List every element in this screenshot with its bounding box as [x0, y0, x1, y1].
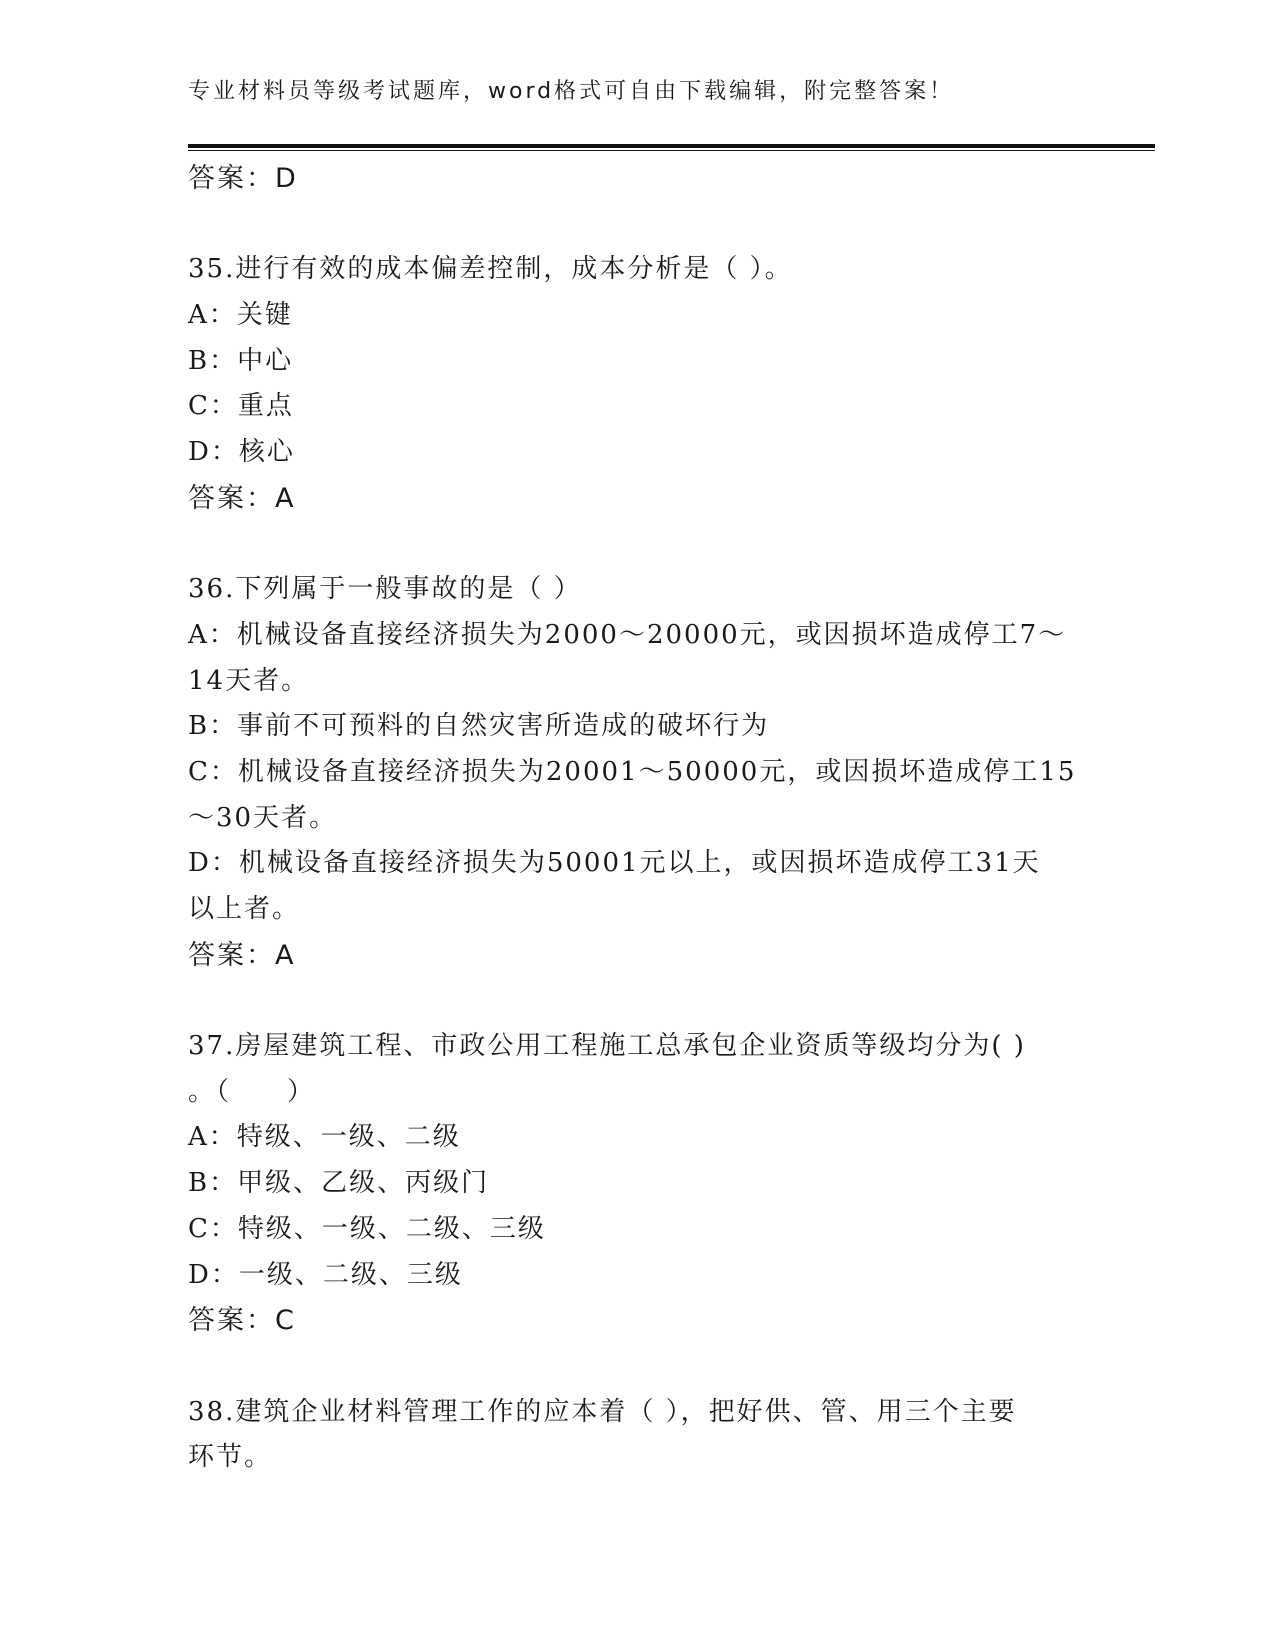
- question-block: [188, 1024, 1088, 1344]
- question-option: B：事前不可预料的自然灾害所造成的破坏行为: [188, 711, 770, 742]
- question-block: [188, 567, 1088, 978]
- question-stem: 35.进行有效的成本偏差控制，成本分析是（ ）。: [188, 254, 793, 285]
- question-option: A：关键: [188, 300, 293, 331]
- question-stem: 36.下列属于一般事故的是（ ）: [188, 574, 582, 605]
- question-option: D：机械设备直接经济损失为50001元以上，或因损坏造成停工31天: [188, 848, 1041, 879]
- question-option: C：机械设备直接经济损失为20001～50000元，或因损坏造成停工15: [188, 756, 1077, 787]
- question-option: D：一级、二级、三级: [188, 1259, 463, 1290]
- question-gap: [188, 1344, 1088, 1390]
- question-option: B：中心: [188, 345, 294, 376]
- question-list: [188, 156, 1088, 1481]
- question-option: B：甲级、乙级、丙级门: [188, 1168, 490, 1199]
- answer-label: 答案：C: [188, 1305, 296, 1337]
- question-block: [188, 247, 1088, 521]
- questions-container: [188, 202, 1088, 1481]
- question-block: [188, 1390, 1088, 1481]
- question-option: 以上者。: [188, 894, 301, 924]
- question-stem: 37.房屋建筑工程、市政公用工程施工总承包企业资质等级均分为( ): [188, 1031, 1026, 1062]
- question-option: C：重点: [188, 391, 294, 422]
- question-stem: 环节。: [188, 1442, 273, 1473]
- question-gap: [188, 522, 1088, 568]
- question-gap: [188, 978, 1088, 1024]
- answer-label: 答案：A: [188, 939, 296, 971]
- answer-label: 答案：A: [188, 482, 296, 514]
- question-stem: 38.建筑企业材料管理工作的应本着（ ），把好供、管、用三个主要: [188, 1396, 1017, 1427]
- question-option: ～30天者。: [188, 802, 338, 833]
- question-gap: [188, 202, 1088, 248]
- header-divider-thin: [188, 150, 1155, 151]
- question-option: C：特级、一级、二级、三级: [188, 1213, 546, 1244]
- header-divider-thick: [188, 144, 1155, 148]
- question-option: D：核心: [188, 437, 295, 468]
- prev-answer: 答案：D: [188, 163, 298, 194]
- page-header: 专业材料员等级考试题库，word格式可自由下载编辑，附完整答案！: [188, 79, 955, 104]
- question-stem: 。（ ）: [188, 1076, 316, 1107]
- question-option: 14天者。: [188, 665, 310, 696]
- question-option: A：机械设备直接经济损失为2000～20000元，或因损坏造成停工7～: [188, 619, 1067, 650]
- question-option: A：特级、一级、二级: [188, 1122, 461, 1153]
